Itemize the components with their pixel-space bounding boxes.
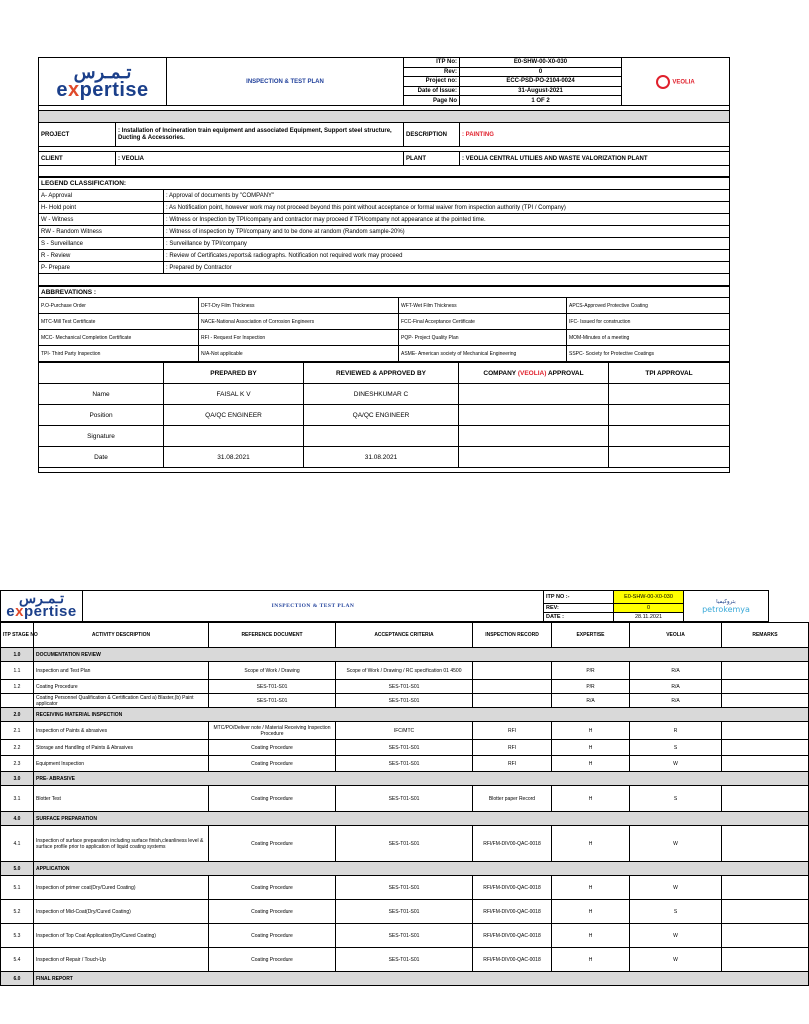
legend-desc: : Approval of documents by "COMPANY" [164, 190, 730, 202]
veolia: R [630, 722, 722, 740]
legend-desc: : Review of Certificates,reports& radiographs. Notification not required work may proceed [164, 250, 730, 262]
criteria: SES-T01-S01 [336, 876, 473, 900]
stage-no: 5.4 [1, 948, 34, 972]
legend-table [38, 177, 730, 286]
veolia: R/A [630, 662, 722, 680]
expertise-logo-arabic: تـمـرس [18, 591, 64, 607]
criteria: SES-T01-S01 [336, 756, 473, 772]
petrokemya-logo-english: petrokemya [702, 604, 750, 614]
cover-header [38, 57, 730, 106]
logo-letter-x: x [67, 78, 80, 101]
reviewed-date: 31.08.2021 [304, 447, 459, 468]
veolia: R/A [630, 680, 722, 694]
remarks [722, 876, 809, 900]
prepared-date: 31.08.2021 [164, 447, 304, 468]
section-no: 2.0 [1, 708, 34, 722]
veolia: W [630, 948, 722, 972]
meta-label: Rev: [404, 67, 460, 77]
sheet-title: INSPECTION & TEST PLAN [83, 591, 544, 622]
veolia-logo [622, 58, 730, 106]
legend-title: LEGEND CLASSIFICATION: [39, 178, 730, 190]
remarks [722, 900, 809, 924]
record [473, 662, 552, 680]
abbr-item: MTC-Mill Test Certificate [39, 314, 199, 330]
itp-cover-sheet [38, 57, 729, 473]
description-label: DESCRIPTION [404, 123, 460, 147]
reference: Coating Procedure [209, 826, 336, 862]
criteria: SES-T01-S01 [336, 740, 473, 756]
legend-code: W - Witness [39, 214, 164, 226]
reviewed-by-header: REVIEWED & APPROVED BY [304, 363, 459, 384]
abbr-item: PQP- Project Quality Plan [399, 330, 567, 346]
abbr-item: TPI- Third Party Inspection [39, 346, 199, 362]
abbr-item: P.O-Purchase Order [39, 298, 199, 314]
section-no: 1.0 [1, 648, 34, 662]
petrokemya-logo-arabic: بتروكيميا [716, 598, 736, 605]
section-no: 4.0 [1, 812, 34, 826]
meta-value: 31-August-2021 [460, 86, 622, 96]
veolia-word: (VEOLIA) [517, 369, 547, 377]
abbr-item: MCC- Mechanical Completion Certificate [39, 330, 199, 346]
stage-no: 2.2 [1, 740, 34, 756]
itp-activity-sheet [0, 590, 778, 986]
reference: MTC/PO/Deliver note / Material Receiving Inspection Procedure [209, 722, 336, 740]
legend-desc: : Witness or Inspection by TPI/company and contractor may proceed if TPI/company not appearance at the pointed time. [164, 214, 730, 226]
abbr-item: IFC- Issued for construction [567, 314, 730, 330]
remarks [722, 826, 809, 862]
col-header: VEOLIA [630, 623, 722, 648]
record: RFI/FM-DIV00-QAC-0018 [473, 900, 552, 924]
stage-no: 1.2 [1, 680, 34, 694]
col-header: INSPECTION RECORD [473, 623, 552, 648]
legend-code: A- Approval [39, 190, 164, 202]
legend-code: S - Surveillance [39, 238, 164, 250]
meta-label: ITP No: [404, 58, 460, 68]
record: RFI [473, 740, 552, 756]
expertise: H [552, 948, 630, 972]
legend-code: H- Hold point [39, 202, 164, 214]
reviewed-name: DINESHKUMAR C [304, 384, 459, 405]
meta-label: DATE : [544, 613, 614, 622]
remarks [722, 680, 809, 694]
criteria: SES-T01-S01 [336, 900, 473, 924]
expertise-logo [1, 591, 83, 622]
criteria: Scope of Work / Drawing / RC specification 01 4500 [336, 662, 473, 680]
meta-value: 1 OF 2 [460, 96, 622, 106]
meta-value: ECC-PSD-PO-2104-0024 [460, 77, 622, 87]
expertise: H [552, 740, 630, 756]
stage-no: 1.1 [1, 662, 34, 680]
reference: Coating Procedure [209, 740, 336, 756]
approval-row-label: Date [39, 447, 164, 468]
expertise: H [552, 722, 630, 740]
logo-letter-x: x [15, 603, 24, 620]
abbr-item: RFI - Request For Inspection [199, 330, 399, 346]
veolia: W [630, 924, 722, 948]
criteria: SES-T01-S01 [336, 924, 473, 948]
col-header: ACTIVITY DESCRIPTION [34, 623, 209, 648]
abbr-title: ABBREVATIONS : [39, 287, 730, 298]
section-no: 5.0 [1, 862, 34, 876]
legend-desc: : Witness of inspection by TPI/company and to be done at random (Random sample-20%) [164, 226, 730, 238]
prepared-position: QA/QC ENGINEER [164, 405, 304, 426]
rev-value: 0 [614, 604, 684, 613]
activity: Equipment Inspection [34, 756, 209, 772]
date-value: 28.11.2021 [614, 613, 684, 622]
section-title: FINAL REPORT [34, 972, 809, 986]
record: RFI/FM-DIV00-QAC-0018 [473, 876, 552, 900]
activity: Blotter Test [34, 786, 209, 812]
expertise: H [552, 826, 630, 862]
project-value: : Installation of Incineration train equipment and associated Equipment, Support steel structure, Ducting & Accessories. [116, 123, 404, 147]
criteria: SES-T01-S01 [336, 694, 473, 708]
expertise: P/R [552, 680, 630, 694]
approval-row-label: Name [39, 384, 164, 405]
veolia: S [630, 900, 722, 924]
expertise: H [552, 756, 630, 772]
logo-word-pertise: pertise [79, 78, 149, 101]
reference: Coating Procedure [209, 900, 336, 924]
itp-number: E0-SHW-00-X0-030 [614, 591, 684, 604]
reference: Coating Procedure [209, 786, 336, 812]
expertise-logo-arabic: تـمـرس [73, 61, 132, 83]
expertise: H [552, 876, 630, 900]
section-title: DOCUMENTATION REVIEW [34, 648, 809, 662]
remarks [722, 740, 809, 756]
activity: Inspection of Repair / Touch-Up [34, 948, 209, 972]
section-no: 3.0 [1, 772, 34, 786]
abbreviations-table [38, 286, 730, 362]
record: RFI/FM-DIV00-QAC-0018 [473, 948, 552, 972]
abbr-item: NACE-National Association of Corrosion Engineers [199, 314, 399, 330]
expertise-logo [39, 58, 167, 106]
criteria: SES-T01-S01 [336, 826, 473, 862]
tpi-approval-header: TPI APPROVAL [609, 363, 730, 384]
veolia-mark-icon [656, 75, 670, 89]
approval-row-label: Position [39, 405, 164, 426]
activity: Coating Personnel Qualification & Certification Card a) Blaster,(b) Paint applicator [34, 694, 209, 708]
meta-label: Project no: [404, 77, 460, 87]
record: RFI [473, 756, 552, 772]
reference: Coating Procedure [209, 756, 336, 772]
petrokemya-logo [684, 591, 769, 622]
stage-no: 5.3 [1, 924, 34, 948]
activity: Inspection of Top Coat Application(Dry/Cured Coating) [34, 924, 209, 948]
expertise: H [552, 900, 630, 924]
sheet-header [0, 590, 769, 622]
remarks [722, 722, 809, 740]
abbr-item: MOM-Minutes of a meeting [567, 330, 730, 346]
logo-word-pertise: pertise [23, 603, 77, 620]
col-header: EXPERTISE [552, 623, 630, 648]
expertise: H [552, 786, 630, 812]
activity: Inspection of surface preparation including surface finish,cleanliness level & surface profile prior to application of liquid coating systems [34, 826, 209, 862]
expertise: H [552, 924, 630, 948]
record [473, 680, 552, 694]
activity: Inspection and Test Plan [34, 662, 209, 680]
section-title: PRE- ABRASIVE [34, 772, 809, 786]
expertise: P/R [552, 662, 630, 680]
project-info [38, 106, 730, 177]
meta-label: Page No [404, 96, 460, 106]
remarks [722, 756, 809, 772]
criteria: SES-T01-S01 [336, 948, 473, 972]
veolia: R/A [630, 694, 722, 708]
record: RFI [473, 722, 552, 740]
company-approval-header [459, 363, 609, 384]
col-header: ACCEPTANCE CRITERIA [336, 623, 473, 648]
abbr-item: N/A-Not applicable [199, 346, 399, 362]
section-title: APPLICATION [34, 862, 809, 876]
prepared-name: FAISAL K V [164, 384, 304, 405]
approval-row-label: Signature [39, 426, 164, 447]
veolia: W [630, 826, 722, 862]
activity: Storage and Handling of Paints & Abrasives [34, 740, 209, 756]
client-value: : VEOLIA [116, 152, 404, 166]
logo-letter-e: e [56, 78, 68, 101]
criteria: SES-T01-S01 [336, 786, 473, 812]
record: Blotter paper Record [473, 786, 552, 812]
section-title: SURFACE PREPARATION [34, 812, 809, 826]
criteria: SES-T01-S01 [336, 680, 473, 694]
abbr-item: ASME- American society of Mechanical Engineering [399, 346, 567, 362]
record [473, 694, 552, 708]
project-label: PROJECT [39, 123, 116, 147]
stage-no: 3.1 [1, 786, 34, 812]
veolia: S [630, 786, 722, 812]
legend-desc: : Prepared by Contractor [164, 262, 730, 274]
company-word: COMPANY [483, 369, 517, 377]
stage-no: 2.3 [1, 756, 34, 772]
plant-label: PLANT [404, 152, 460, 166]
stage-no: 4.1 [1, 826, 34, 862]
logo-letter-e: e [6, 603, 16, 620]
legend-desc: : Surveillance by TPI/company [164, 238, 730, 250]
criteria: IFC/MTC [336, 722, 473, 740]
meta-label: ITP NO :- [544, 591, 614, 604]
remarks [722, 786, 809, 812]
reference: SES-T01-S01 [209, 694, 336, 708]
meta-value: E0-SHW-00-X0-030 [460, 58, 622, 68]
activity: Coating Procedure [34, 680, 209, 694]
col-header: REMARKS [722, 623, 809, 648]
activity: Inspection of Paints & abrasives [34, 722, 209, 740]
veolia: W [630, 876, 722, 900]
activity: Inspection of Mid-Coat(Dry/Cured Coating) [34, 900, 209, 924]
col-header: ITP STAGE NO [1, 623, 34, 648]
client-label: CLIENT [39, 152, 116, 166]
activity-table [0, 622, 809, 986]
record: RFI/FM-DIV00-QAC-0018 [473, 826, 552, 862]
page-title: INSPECTION & TEST PLAN [167, 58, 404, 106]
remarks [722, 948, 809, 972]
reference: SES-T01-S01 [209, 680, 336, 694]
activity: Inspection of primer coat(Dry/Cured Coating) [34, 876, 209, 900]
stage-no: 2.1 [1, 722, 34, 740]
abbr-item: WFT-Wet Film Thickness [399, 298, 567, 314]
abbr-item: DFT-Dry Film Thickness [199, 298, 399, 314]
meta-value: 0 [460, 67, 622, 77]
description-value: : PAINTING [460, 123, 730, 147]
reference: Scope of Work / Drawing [209, 662, 336, 680]
meta-label: REV: [544, 604, 614, 613]
stage-no: 5.2 [1, 900, 34, 924]
abbr-item: SSPC- Society for Protective Coatings [567, 346, 730, 362]
expertise: R/A [552, 694, 630, 708]
veolia: W [630, 756, 722, 772]
reference: Coating Procedure [209, 948, 336, 972]
reviewed-signature [304, 426, 459, 447]
reference: Coating Procedure [209, 924, 336, 948]
legend-code: P- Prepare [39, 262, 164, 274]
legend-desc: : As Notification point, however work may not proceed beyond this point without acceptance or formal waiver from inspection authority (TPI / Company) [164, 202, 730, 214]
prepared-signature [164, 426, 304, 447]
col-header: REFERENCE DOCUMENT [209, 623, 336, 648]
reviewed-position: QA/QC ENGINEER [304, 405, 459, 426]
remarks [722, 924, 809, 948]
veolia: S [630, 740, 722, 756]
section-no: 6.0 [1, 972, 34, 986]
stage-no [1, 694, 34, 708]
remarks [722, 694, 809, 708]
record: RFI/FM-DIV00-QAC-0018 [473, 924, 552, 948]
prepared-by-header: PREPARED BY [164, 363, 304, 384]
reference: Coating Procedure [209, 876, 336, 900]
legend-code: R - Review [39, 250, 164, 262]
plant-value: : VEOLIA CENTRAL UTILIES AND WASTE VALORIZATION PLANT [460, 152, 730, 166]
remarks [722, 662, 809, 680]
stage-no: 5.1 [1, 876, 34, 900]
abbr-item: APCS-Approved Protective Coating [567, 298, 730, 314]
legend-code: RW - Random Witness [39, 226, 164, 238]
section-title: RECEIVING MATERIAL INSPECTION [34, 708, 809, 722]
approval-word: APPROVAL [547, 369, 584, 377]
veolia-logo-text: VEOLIA [672, 79, 695, 86]
meta-label: Date of Issue: [404, 86, 460, 96]
abbr-item: FCC-Final Acceptance Certificate [399, 314, 567, 330]
approval-table [38, 362, 730, 473]
